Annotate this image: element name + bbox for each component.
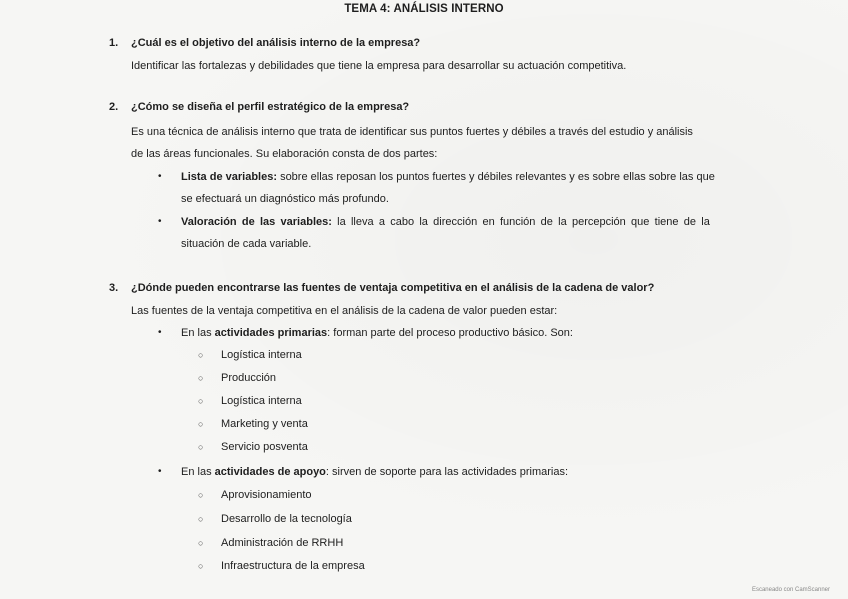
variables-valuation-item: [181, 216, 712, 228]
variables-list-text-2: se efectuará un diagnóstico más profundo.: [181, 193, 389, 205]
primary-activities-label: actividades primarias: [214, 327, 328, 339]
list-item: Administración de RRHH: [221, 537, 344, 549]
primary-activities-item: En las actividades primarias: forman parte del proceso productivo básico. Son:: [181, 327, 573, 339]
list-item: Marketing y venta: [221, 418, 308, 430]
list-item: Desarrollo de la tecnología: [221, 513, 352, 525]
page-title: TEMA 4: ANÁLISIS INTERNO: [344, 3, 504, 15]
circle-bullet-icon: ○: [198, 396, 204, 406]
question-2-number: 2.: [109, 101, 119, 113]
primary-activities-text: : forman parte del proceso productivo básico. Son:: [327, 327, 573, 339]
list-item: Infraestructura de la empresa: [221, 560, 365, 572]
variables-list-item: [181, 171, 715, 183]
variables-valuation-label: Valoración de las variables:: [181, 216, 332, 228]
question-1: ¿Cuál es el objetivo del análisis interno de la empresa?: [131, 37, 421, 49]
circle-bullet-icon: ○: [198, 350, 204, 360]
bullet-icon: •: [158, 171, 162, 182]
question-3: ¿Dónde pueden encontrarse las fuentes de ventaja competitiva en el análisis de la cadena de valor?: [131, 282, 655, 294]
list-item: Logística interna: [221, 349, 302, 361]
list-item: Servicio posventa: [221, 441, 308, 453]
list-item: Logística interna: [221, 395, 302, 407]
answer-2-line-2: de las áreas funcionales. Su elaboración consta de dos partes:: [131, 148, 438, 160]
circle-bullet-icon: ○: [198, 538, 204, 548]
circle-bullet-icon: ○: [198, 561, 204, 571]
question-2: ¿Cómo se diseña el perfil estratégico de la empresa?: [131, 101, 410, 113]
answer-3-intro: Las fuentes de la ventaja competitiva en el análisis de la cadena de valor pueden estar:: [131, 305, 558, 317]
variables-valuation-text: la lleva a cabo la dirección en función de la percepción que tiene de la: [337, 216, 710, 228]
question-1-number: 1.: [109, 37, 119, 49]
answer-1: Identificar las fortalezas y debilidades que tiene la empresa para desarrollar su actuación competitiva.: [131, 60, 627, 72]
circle-bullet-icon: ○: [198, 514, 204, 524]
bullet-icon: •: [158, 466, 162, 477]
scanner-watermark: Escaneado con CamScanner: [751, 587, 830, 593]
list-item: Producción: [221, 372, 277, 384]
variables-list-label: Lista de variables:: [181, 171, 277, 183]
bullet-icon: •: [158, 327, 162, 338]
list-item: Aprovisionamiento: [221, 489, 312, 501]
circle-bullet-icon: ○: [198, 419, 204, 429]
circle-bullet-icon: ○: [198, 373, 204, 383]
circle-bullet-icon: ○: [198, 490, 204, 500]
circle-bullet-icon: ○: [198, 442, 204, 452]
variables-valuation-text-2: situación de cada variable.: [181, 238, 312, 250]
support-activities-text: : sirven de soporte para las actividades primarias:: [325, 466, 569, 478]
answer-2-line-1: Es una técnica de análisis interno que trata de identificar sus puntos fuertes y débiles a través del estudio y análisis: [131, 126, 693, 138]
question-3-number: 3.: [109, 282, 119, 294]
support-activities-item: En las actividades de apoyo: sirven de soporte para las actividades primarias:: [181, 466, 569, 478]
support-activities-label: actividades de apoyo: [214, 466, 326, 478]
variables-list-text: sobre ellas reposan los puntos fuertes y débiles relevantes y es sobre ellas sobre las que: [280, 171, 715, 183]
bullet-icon: •: [158, 216, 162, 227]
